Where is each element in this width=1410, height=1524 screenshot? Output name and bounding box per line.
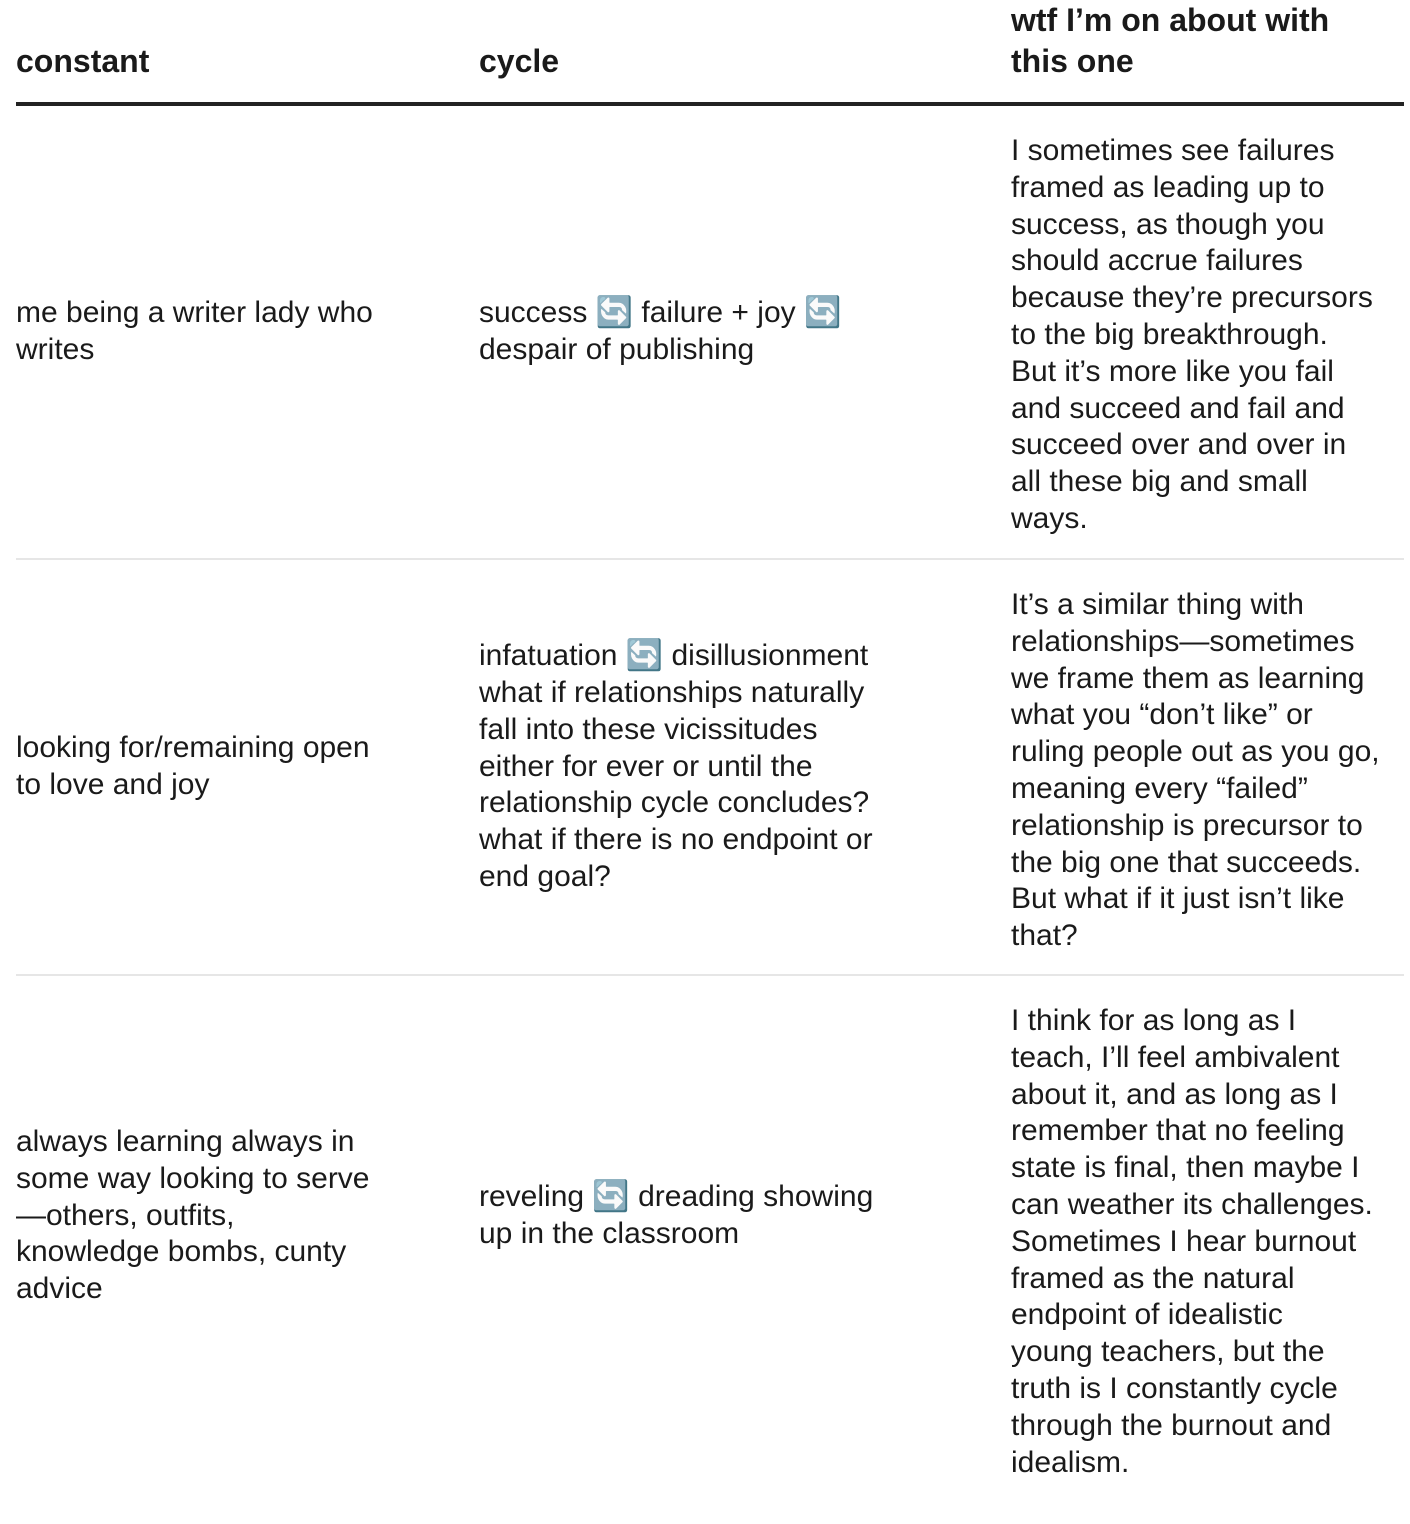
cell-notes [1011, 976, 1404, 1479]
cell-cycle [479, 106, 919, 558]
cycles-table [16, 0, 1404, 1479]
table-header [16, 0, 1404, 106]
cell-text: I sometimes see failures framed as leading up to success, as though you should accrue failures because they’re precursors to the big breakthrough. But it’s more like you fail and succeed and fail and succeed over and over in all these big and small ways. [1011, 134, 1373, 535]
cell-cycle [479, 560, 919, 974]
cell-text: infatuation 🔄 disillusionment what if relationships naturally fall into these vicissitudes either for ever or until the relationship cycle concludes? what if there is no endpoint or end goal? [479, 639, 873, 893]
cell-cycle [479, 976, 919, 1456]
cell-text: looking for/remaining open to love and joy [16, 731, 370, 801]
cell-constant [16, 976, 436, 1456]
cell-text: me being a writer lady who writes [16, 296, 373, 366]
cell-text: always learning always in some way looking to serve —others, outfits, knowledge bombs, cunty advice [16, 1125, 370, 1306]
cell-text: It’s a similar thing with relationships—sometimes we frame them as learning what you “don’t like” or ruling people out as you go, meaning every “failed” relationship is precursor to the big one that succeeds. But what if it just isn’t like that? [1011, 588, 1380, 953]
table-row [16, 976, 1404, 1479]
cell-text: I think for as long as I teach, I’ll feel ambivalent about it, and as long as I remember that no feeling state is final, then maybe I can weather its challenges. Sometimes I hear burnout framed as the natural endpoint of idealistic young teachers, but the truth is I constantly cycle through the burnout and idealism. [1011, 1004, 1373, 1479]
cell-text: success 🔄 failure + joy 🔄 despair of publishing [479, 296, 842, 366]
header-constant: constant [16, 43, 150, 79]
cell-notes [1011, 106, 1404, 558]
cell-constant [16, 560, 436, 974]
cell-constant [16, 106, 436, 558]
table-row [16, 106, 1404, 560]
header-cycle: cycle [479, 43, 560, 79]
cell-text: reveling 🔄 dreading showing up in the classroom [479, 1180, 874, 1250]
header-notes: wtf I’m on about with this one [1011, 2, 1330, 79]
table-row [16, 560, 1404, 976]
cell-notes [1011, 560, 1404, 974]
